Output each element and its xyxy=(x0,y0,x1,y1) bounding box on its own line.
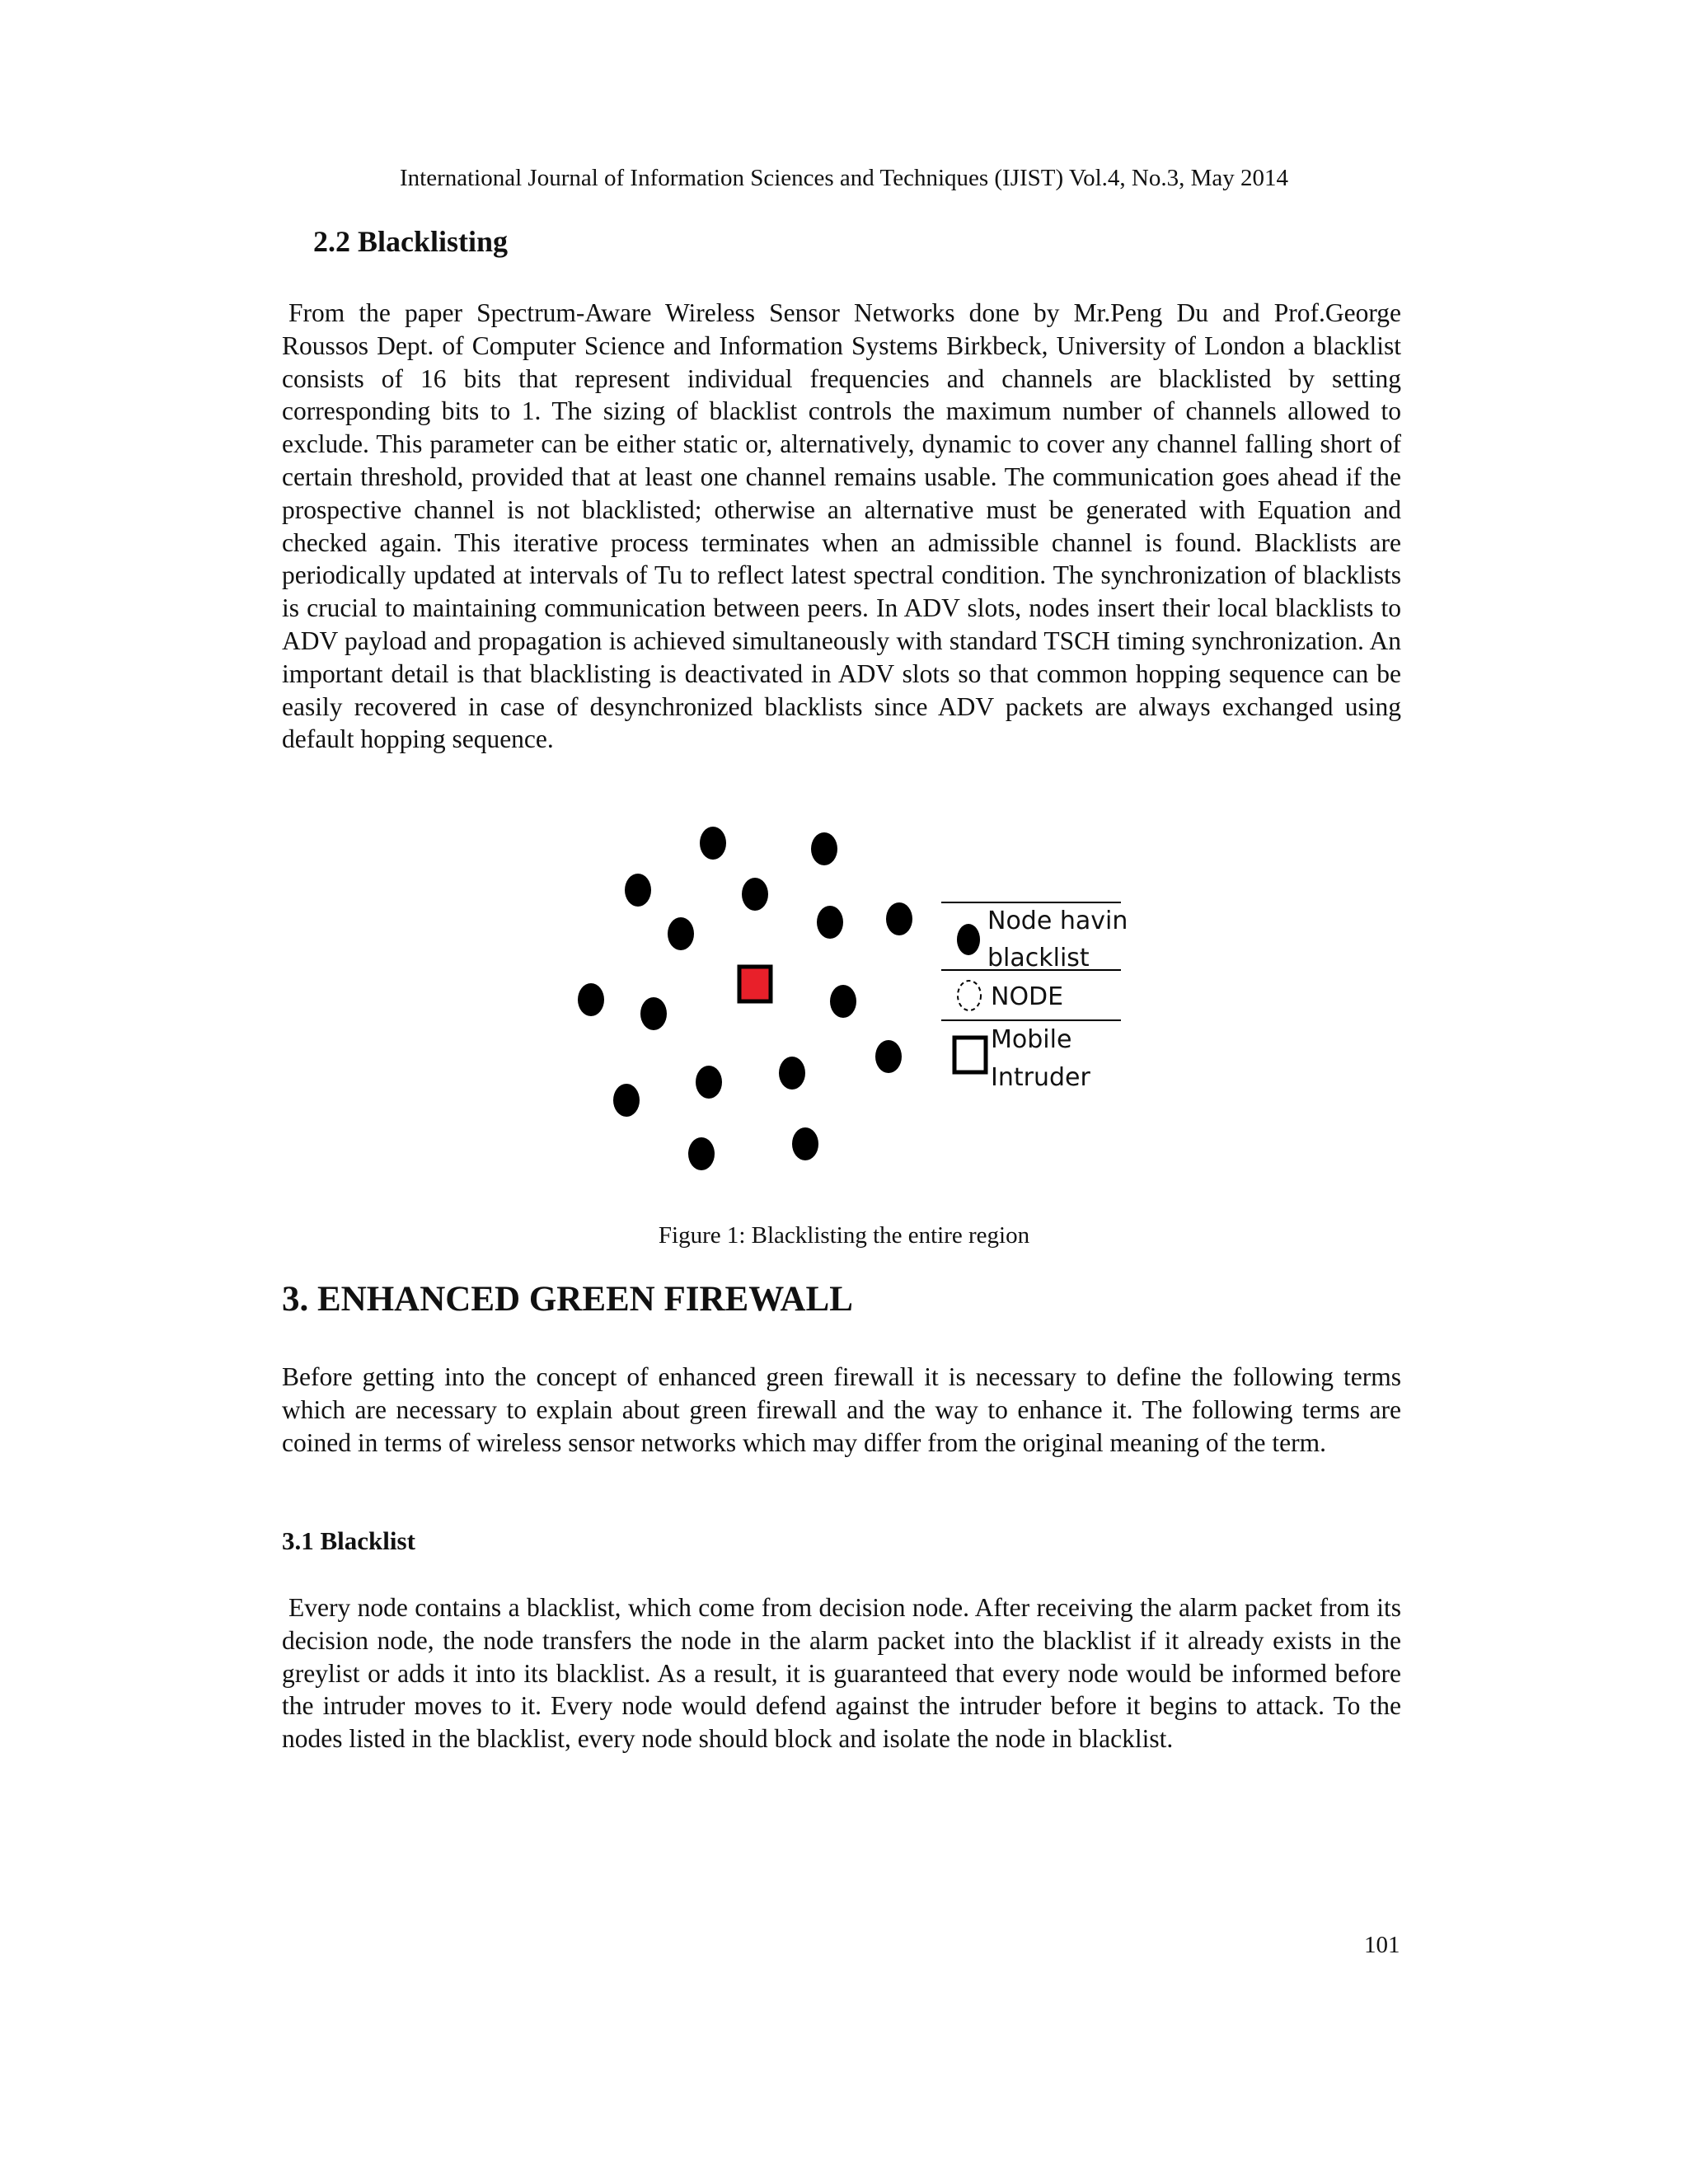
blacklist-node xyxy=(792,1127,818,1160)
legend-blacklist-node-icon xyxy=(957,924,980,955)
section-heading-enhanced-green-firewall: 3. ENHANCED GREEN FIREWALL xyxy=(282,1280,853,1319)
blacklist-node xyxy=(668,917,694,950)
blacklist-node xyxy=(875,1040,902,1073)
legend-label-blacklist-line2: blacklist xyxy=(987,944,1090,972)
legend-label-node: NODE xyxy=(991,982,1064,1011)
body-paragraph: Before getting into the concept of enhanced green firewall it is necessary to define the following terms which are necessary to explain about green firewall and the way to enhance it. The following terms are coined in terms of wireless sensor networks which may differ from the original meaning of the term. xyxy=(282,1362,1401,1457)
figure-network-diagram xyxy=(569,820,1129,1174)
body-paragraph: Every node contains a blacklist, which come from decision node. After receiving the alarm packet from its decision node, the node transfers the node in the alarm packet into the blacklist if it already exists in the greylist or adds it into its blacklist. As a result, it is guaranteed that every node would be informed before the intruder moves to it. Every node would defend against the intruder before it begins to attack. To the nodes listed in the blacklist, every node should block and isolate the node in blacklist. xyxy=(282,1593,1401,1754)
blacklist-node xyxy=(886,902,912,935)
body-paragraph: From the paper Spectrum-Aware Wireless Sensor Networks done by Mr.Peng Du and Prof.George Roussos Dept. of Computer Science and Information Systems Birkbeck, University of London a blacklist consists of 16 bits that represent individual frequencies and channels are blacklisted by setting corresponding bits to 1. The sizing of blacklist controls the maximum number of channels allowed to exclude. This parameter can be either static or, alternatively, dynamic to cover any channel falling short of certain threshold, provided that at least one channel remains usable. The communication goes ahead if the prospective channel is not blacklisted; otherwise an alternative must be generated with Equation and checked again. This iterative process terminates when an admissible channel is found. Blacklists are periodically updated at intervals of Tu to reflect latest spectral condition. The synchronization of blacklists is crucial to maintaining communication between peers. In ADV slots, nodes insert their local blacklists to ADV payload and propagation is achieved simultaneously with standard TSCH timing synchronization. An important detail is that blacklisting is deactivated in ADV slots so that common hopping sequence can be easily recovered in case of desynchronized blacklists since ADV packets are always exchanged using default hopping sequence. xyxy=(282,298,1401,754)
blacklist-node xyxy=(625,874,651,907)
legend-label-intruder-line1: Mobile xyxy=(991,1025,1072,1054)
blacklist-node xyxy=(817,906,843,939)
section-heading-blacklisting: 2.2 Blacklisting xyxy=(313,225,509,258)
blacklist-node xyxy=(830,985,856,1018)
running-header: International Journal of Information Sciences and Techniques (IJIST) Vol.4, No.3, May 2014 xyxy=(400,165,1288,191)
blacklist-node xyxy=(742,878,768,911)
section-heading-blacklist: 3.1 Blacklist xyxy=(282,1526,415,1555)
legend-intruder-icon xyxy=(954,1038,986,1072)
blacklist-node xyxy=(700,827,726,860)
blacklist-node xyxy=(613,1084,640,1117)
blacklist-node xyxy=(640,997,667,1030)
blacklist-node xyxy=(688,1137,715,1170)
blacklist-node xyxy=(779,1057,805,1090)
figure-caption: Figure 1: Blacklisting the entire region xyxy=(658,1222,1030,1249)
legend-label-blacklist-line1: Node having xyxy=(987,907,1129,935)
legend-node-icon xyxy=(958,981,981,1010)
network-diagram xyxy=(569,820,1129,1174)
legend-label-intruder-line2: Intruder xyxy=(991,1063,1090,1092)
mobile-intruder xyxy=(739,967,771,1001)
blacklist-node xyxy=(696,1066,722,1099)
blacklist-node xyxy=(811,832,837,865)
blacklist-node xyxy=(578,983,604,1016)
legend xyxy=(941,902,1129,1092)
page-number: 101 xyxy=(1364,1932,1400,1958)
